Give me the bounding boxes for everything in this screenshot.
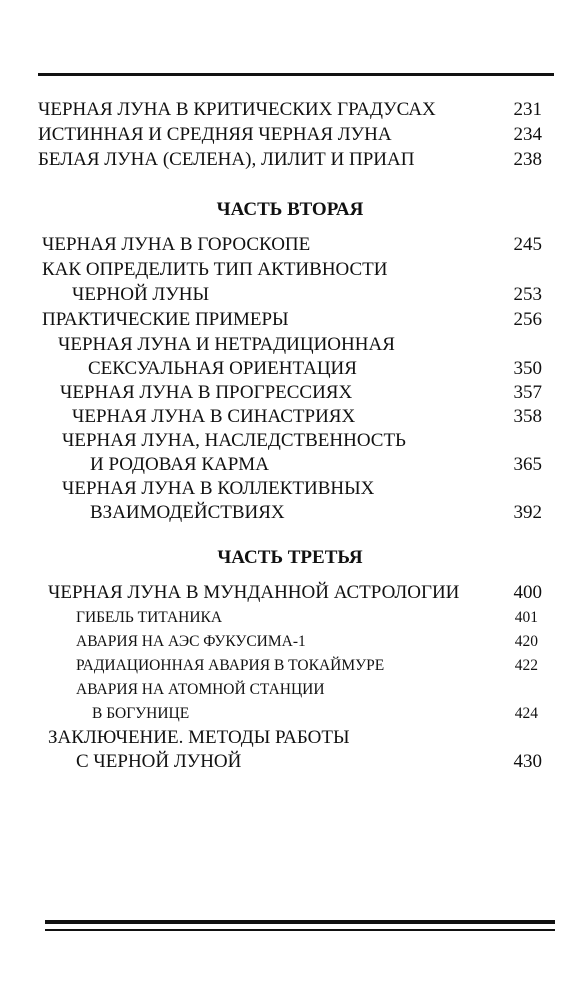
toc-entry-title: ЧЕРНАЯ ЛУНА В СИНАСТРИЯХ	[72, 406, 356, 427]
toc-entry-page: 245	[513, 234, 542, 255]
toc-entry-title: С ЧЕРНОЙ ЛУНОЙ	[76, 751, 242, 772]
toc-entry-page: 350	[513, 358, 542, 379]
toc-entry-title: ЧЕРНАЯ ЛУНА В ГОРОСКОПЕ	[42, 234, 311, 255]
toc-entry-title: ЧЕРНАЯ ЛУНА И НЕТРАДИЦИОННАЯ	[58, 334, 395, 355]
toc-entry-page: 357	[513, 382, 542, 403]
toc-entry-title: ЧЕРНАЯ ЛУНА В КРИТИЧЕСКИХ ГРАДУСАХ	[38, 99, 436, 120]
toc-entry-page: 253	[513, 284, 542, 305]
toc-entry-page: 234	[513, 124, 542, 145]
toc-entry-page: 238	[513, 149, 542, 170]
toc-entry-title: КАК ОПРЕДЕЛИТЬ ТИП АКТИВНОСТИ	[42, 259, 388, 280]
toc-entry-title: ПРАКТИЧЕСКИЕ ПРИМЕРЫ	[42, 309, 289, 330]
part2-heading: ЧАСТЬ ВТОРАЯ	[216, 199, 364, 220]
toc-entry-page: 400	[513, 582, 542, 603]
toc-entry-page: 424	[514, 705, 538, 722]
toc-entry-title: ЧЕРНАЯ ЛУНА В ПРОГРЕССИЯХ	[60, 382, 353, 403]
toc-entry-page: 365	[513, 454, 542, 475]
toc-entry-title: АВАРИЯ НА АЭС ФУКУСИМА-1	[76, 633, 306, 650]
toc-entry-title: БЕЛАЯ ЛУНА (СЕЛЕНА), ЛИЛИТ И ПРИАП	[38, 149, 415, 170]
toc-entry-page: 231	[513, 99, 542, 120]
toc-entry-title: АВАРИЯ НА АТОМНОЙ СТАНЦИИ	[76, 681, 325, 698]
toc-entry-title: СЕКСУАЛЬНАЯ ОРИЕНТАЦИЯ	[88, 358, 357, 379]
toc-entry-title: И РОДОВАЯ КАРМА	[90, 454, 269, 475]
toc-entry-title: ГИБЕЛЬ ТИТАНИКА	[76, 609, 223, 626]
toc-entry-title: ЧЕРНАЯ ЛУНА В МУНДАННОЙ АСТРОЛОГИИ	[48, 582, 460, 603]
bottom-rule-thin	[45, 929, 555, 931]
toc-entry-page: 256	[513, 309, 542, 330]
toc-entry-page: 420	[514, 633, 538, 650]
toc-entry-page: 401	[514, 609, 538, 626]
toc-entry-title: В БОГУНИЦЕ	[92, 705, 190, 722]
toc-entry-title: РАДИАЦИОННАЯ АВАРИЯ В ТОКАЙМУРЕ	[76, 657, 385, 674]
toc-entry-title: ИСТИННАЯ И СРЕДНЯЯ ЧЕРНАЯ ЛУНА	[38, 124, 392, 145]
toc-entry-title: ЗАКЛЮЧЕНИЕ. МЕТОДЫ РАБОТЫ	[48, 727, 350, 748]
toc-entry-page: 430	[513, 751, 542, 772]
toc-entry-page: 358	[513, 406, 542, 427]
toc-entry-title: ВЗАИМОДЕЙСТВИЯХ	[90, 502, 285, 523]
toc-entry-title: ЧЕРНАЯ ЛУНА В КОЛЛЕКТИВНЫХ	[62, 478, 375, 499]
toc-entry-title: ЧЕРНАЯ ЛУНА, НАСЛЕДСТВЕННОСТЬ	[62, 430, 406, 451]
bottom-rule-thick	[45, 920, 555, 924]
toc-entry-page: 392	[513, 502, 542, 523]
toc-entry-title: ЧЕРНОЙ ЛУНЫ	[72, 284, 210, 305]
toc-entry-page: 422	[514, 657, 538, 674]
part3-heading: ЧАСТЬ ТРЕТЬЯ	[217, 547, 363, 568]
